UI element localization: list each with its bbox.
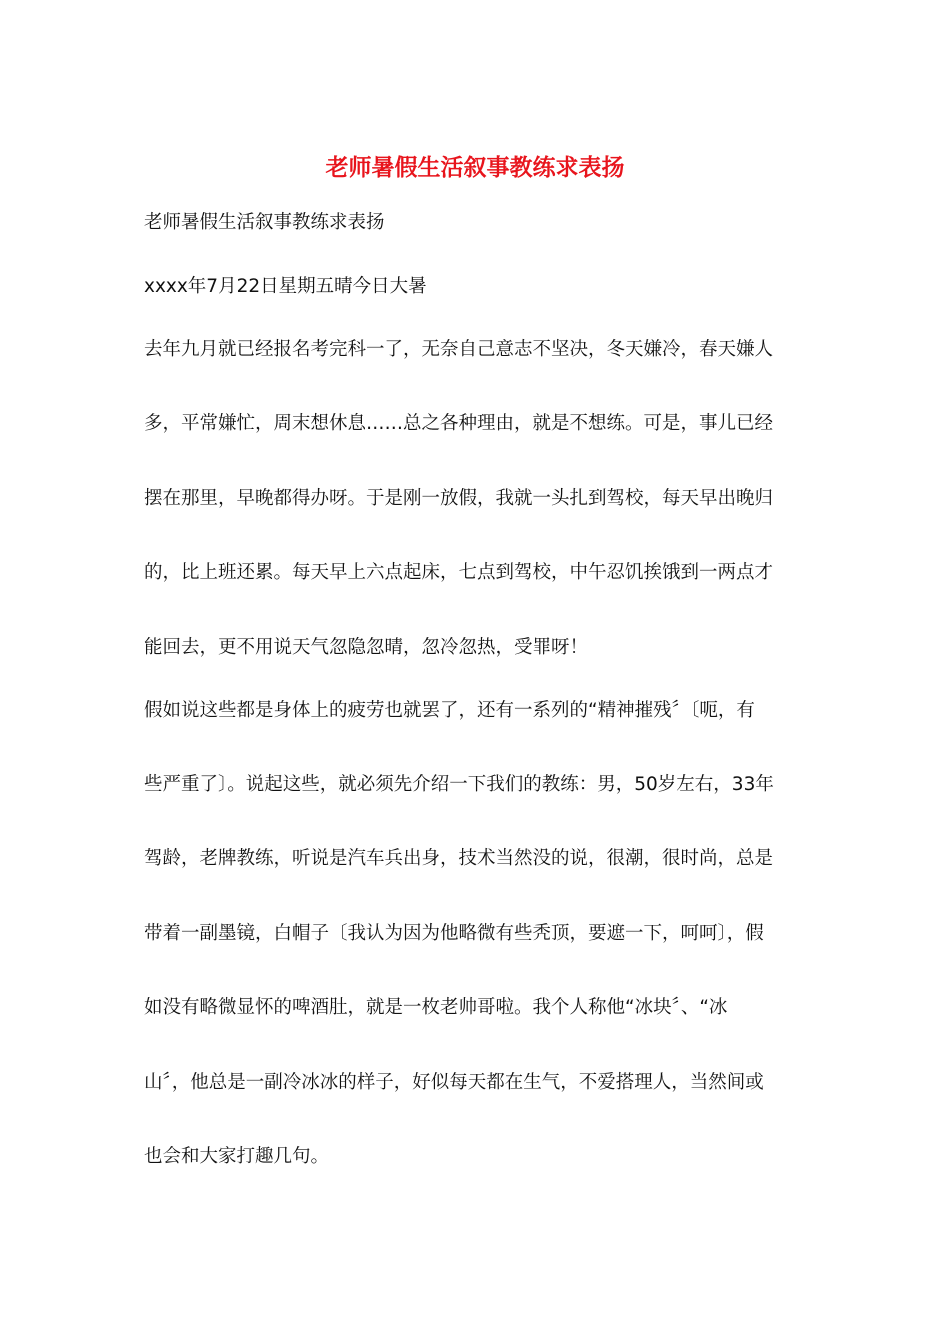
- body-line: 如没有略微显怀的啤酒肚，就是一枚老帅哥啦。我个人称他“冰块〞、“冰: [144, 997, 728, 1018]
- body-line: 能回去，更不用说天气忽隐忽晴，忽冷忽热，受罪呀！: [144, 637, 589, 658]
- body-line: 摆在那里，早晚都得办呀。于是刚一放假，我就一头扎到驾校，每天早出晚归: [144, 488, 774, 509]
- document-title: 老师暑假生活叙事教练求表扬: [325, 154, 625, 181]
- body-line: 带着一副墨镜，白帽子〔我认为因为他略微有些秃顶，要遮一下，呵呵〕，假: [144, 923, 764, 944]
- body-line: 去年九月就已经报名考完科一了，无奈自己意志不坚决，冬天嫌冷，春天嫌人: [144, 339, 774, 360]
- body-line: 假如说这些都是身体上的疲劳也就罢了，还有一系列的“精神摧残〞〔呃，有: [144, 700, 755, 721]
- body-line: 的，比上班还累。每天早上六点起床，七点到驾校，中午忍饥挨饿到一两点才: [144, 562, 774, 583]
- body-line: 也会和大家打趣几句。: [144, 1146, 330, 1167]
- subtitle-line: 老师暑假生活叙事教练求表扬: [144, 212, 385, 233]
- date-line: xxxx年7月22日星期五晴今日大暑: [144, 276, 427, 297]
- body-line: 多，平常嫌忙，周末想休息……总之各种理由，就是不想练。可是，事儿已经: [144, 413, 774, 434]
- body-line: 山〞，他总是一副冷冰冰的样子，好似每天都在生气，不爱搭理人，当然间或: [144, 1072, 764, 1093]
- body-line: 驾龄，老牌教练，听说是汽车兵出身，技术当然没的说，很潮，很时尚，总是: [144, 848, 774, 869]
- body-line: 些严重了〕。说起这些，就必须先介绍一下我们的教练：男，50岁左右，33年: [144, 774, 774, 795]
